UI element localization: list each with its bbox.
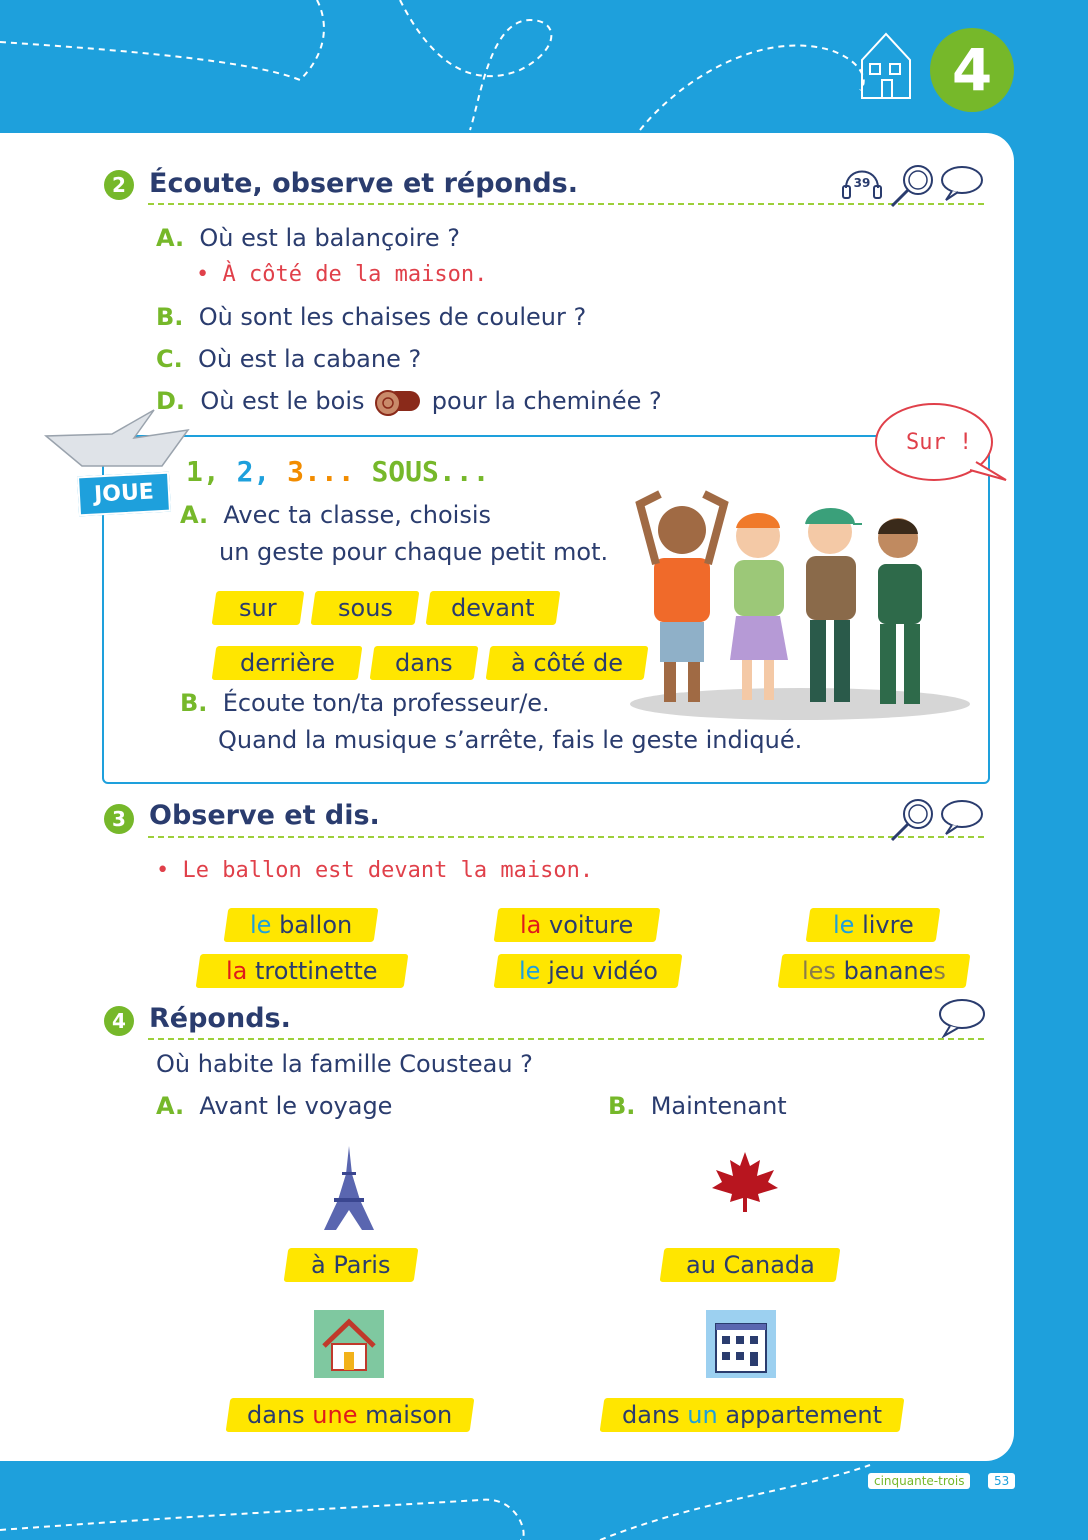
section-4-divider — [148, 1038, 984, 1040]
question-b: B. Où sont les chaises de couleur ? — [156, 303, 587, 331]
unit-number-badge — [930, 28, 1014, 112]
joue-instruction-a-line2: un geste pour chaque petit mot. — [219, 538, 609, 566]
home-tag-appartement: dans un appartement — [600, 1398, 905, 1432]
activity-icons — [840, 160, 985, 212]
svg-text:39: 39 — [853, 176, 871, 190]
object-tag-jeu-video: le jeu vidéo — [494, 954, 683, 988]
example-answer: • À côté de la maison. — [196, 262, 488, 287]
section-3-number: 3 — [104, 804, 134, 834]
page-number-words: cinquante-trois — [868, 1473, 970, 1489]
house-icon — [314, 1310, 384, 1378]
section-3-example: • Le ballon est devant la maison. — [156, 858, 594, 883]
word-tag-sous: sous — [311, 591, 420, 625]
question-d: D. Où est le bois pour la cheminée ? — [156, 387, 662, 415]
apartment-building-icon — [706, 1310, 776, 1378]
joue-title: 1, 2, 3... SOUS... — [186, 455, 490, 488]
paper-boat-icon — [42, 408, 192, 478]
question-c: C. Où est la cabane ? — [156, 345, 422, 373]
children-illustration — [630, 484, 970, 724]
object-tag-ballon: le ballon — [224, 908, 379, 942]
section-3-divider — [148, 836, 984, 838]
object-tag-trottinette: la trottinette — [196, 954, 409, 988]
house-outline-icon — [856, 28, 916, 103]
word-tag-dans: dans — [370, 646, 479, 680]
place-tag-paris: à Paris — [284, 1248, 419, 1282]
section-3-icons — [884, 794, 986, 846]
label-before-trip: A. Avant le voyage — [156, 1092, 393, 1120]
unit-number: 4 — [951, 36, 993, 104]
content-card — [0, 133, 1014, 1461]
speech-bubble-icon — [936, 998, 988, 1038]
headphones-icon — [843, 172, 881, 199]
place-tag-canada: au Canada — [660, 1248, 841, 1282]
word-tag-sur: sur — [212, 591, 305, 625]
section-4-question: Où habite la famille Cousteau ? — [156, 1050, 533, 1078]
page-number: 53 — [988, 1473, 1015, 1489]
magnifier-icon — [892, 800, 932, 840]
joue-badge — [77, 472, 171, 517]
speech-bubble-icon — [942, 801, 982, 834]
home-tag-maison: dans une maison — [226, 1398, 475, 1432]
joue-instruction-a: A. Avec ta classe, choisis — [180, 501, 491, 529]
joue-badge-label: JOUE — [93, 479, 155, 508]
speech-bubble-icon — [942, 167, 982, 200]
joue-instruction-b: B. Écoute ton/ta professeur/e. — [180, 689, 550, 717]
section-3-title: Observe et dis. — [149, 800, 380, 831]
eiffel-tower-icon — [322, 1144, 376, 1232]
wood-log-icon — [372, 387, 424, 417]
maple-leaf-icon — [710, 1150, 780, 1212]
section-2-title: Écoute, observe et réponds. — [149, 168, 578, 199]
joue-instruction-b-line2: Quand la musique s’arrête, fais le geste indiqué. — [218, 726, 803, 754]
object-tag-bananes: les bananes — [778, 954, 971, 988]
word-tag-derriere: derrière — [212, 646, 363, 680]
section-4-title: Réponds. — [149, 1003, 291, 1034]
speech-bubble-text: Sur ! — [906, 430, 973, 455]
word-tag-a-cote-de: à côté de — [486, 646, 649, 680]
object-tag-livre: le livre — [806, 908, 941, 942]
magnifier-icon — [892, 166, 932, 206]
section-4-number: 4 — [104, 1006, 134, 1036]
object-tag-voiture: la voiture — [494, 908, 661, 942]
label-now: B. Maintenant — [608, 1092, 787, 1120]
section-2-number: 2 — [104, 170, 134, 200]
word-tag-devant: devant — [426, 591, 561, 625]
question-a: A. Où est la balançoire ? — [156, 224, 460, 252]
